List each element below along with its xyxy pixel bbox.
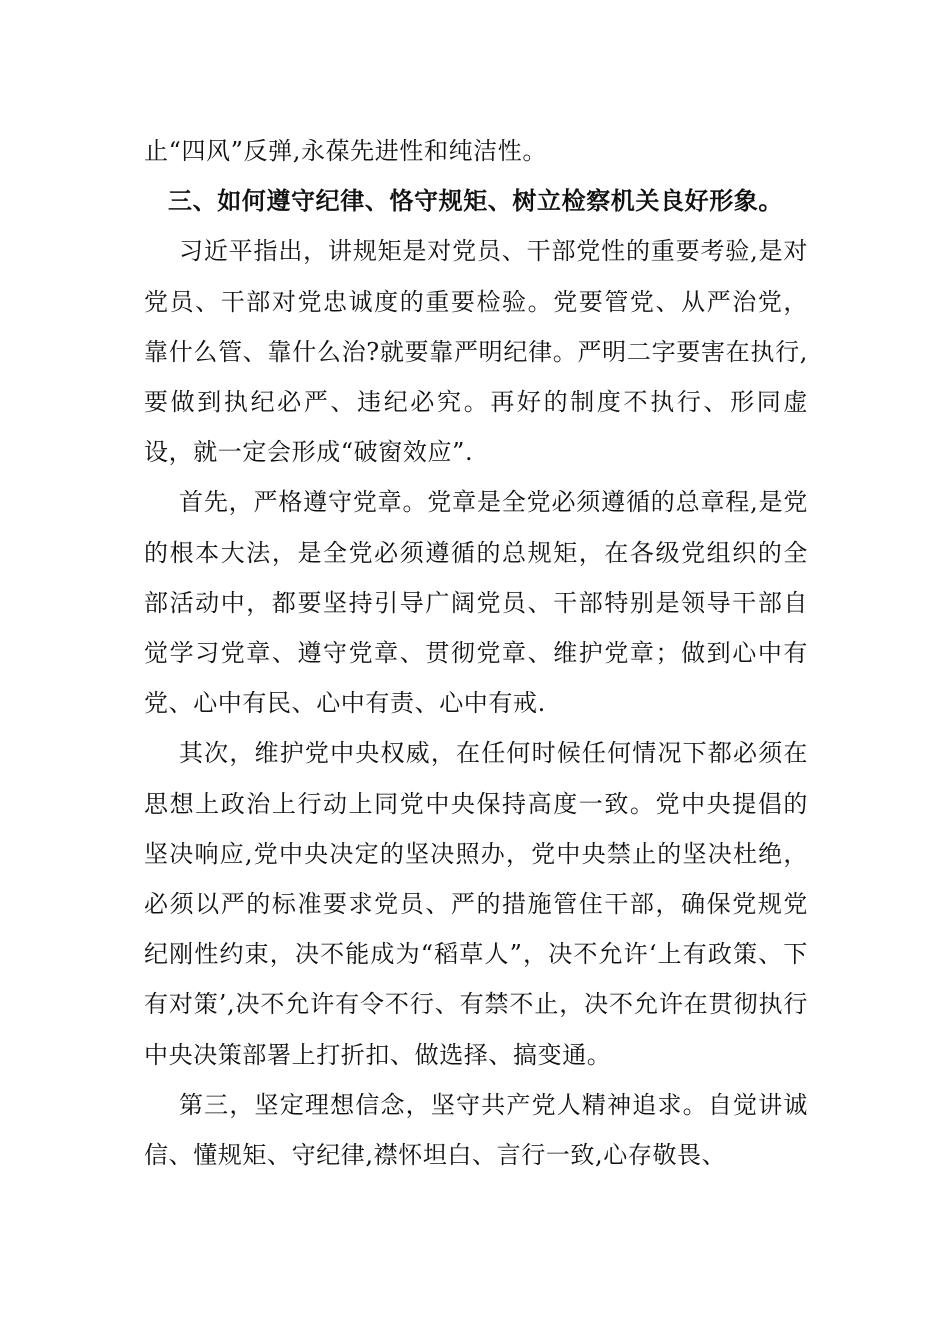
document-body [144, 126, 808, 1180]
paragraph-continuation: 止“四风”反弹,永葆先进性和纯洁性。 [144, 137, 547, 165]
section-heading: 三、如何遵守纪律、恪守规矩、树立检察机关良好形象。 [168, 186, 783, 216]
paragraph-second-central-authority: 其次，维护党中央权威，在任何时候任何情况下都必须在思想上政治上行动上同党中央保持高度一致。党中央提倡的坚决响应,党中央决定的坚决照办，党中央禁止的坚决杜绝，必须以严的标准要求党员、严的措施管住干部，确保党规党纪刚性约束，决不能成为“稻草人”，决不允许‘上有政策、下有对策’,决不允许有令不行、有禁不止，决不允许在贯彻执行中央决策部署上打折扣、做选择、搞变通。 [144, 739, 808, 1069]
paragraph-third-ideals: 第三，坚定理想信念，坚守共产党人精神追求。自觉讲诚信、懂规矩、守纪律,襟怀坦白、言行一致,心存敬畏、 [144, 1090, 808, 1170]
paragraph-rules-importance: 习近平指出，讲规矩是对党员、干部党性的重要考验,是对党员、干部对党忠诚度的重要检验。党要管党、从严治党，靠什么管、靠什么治?就要靠严明纪律。严明二字要害在执行,要做到执纪必严、违纪必究。再好的制度不执行、形同虚设，就一定会形成“破窗效应”. [144, 237, 808, 467]
paragraph-first-party-constitution: 首先，严格遵守党章。党章是全党必须遵循的总章程,是党的根本大法，是全党必须遵循的总规矩，在各级党组织的全部活动中，都要坚持引导广阔党员、干部特别是领导干部自觉学习党章、遵守党章、贯彻党章、维护党章；做到心中有党、心中有民、心中有责、心中有戒. [144, 488, 808, 718]
